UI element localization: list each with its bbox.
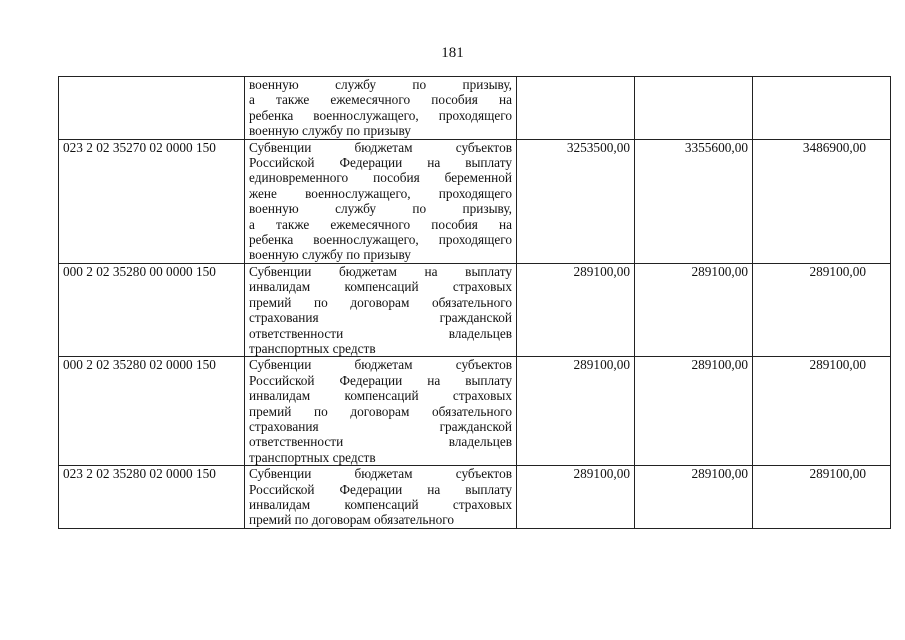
page-number: 181: [441, 45, 464, 61]
amount-cell-year-3: 289100,00: [753, 357, 891, 466]
table-row: [59, 263, 891, 356]
budget-code-cell: 000 2 02 35280 02 0000 150: [59, 357, 245, 466]
description-line: единовременного пособия беременной: [249, 170, 512, 186]
description-cell: [245, 357, 517, 466]
budget-code-cell: [59, 77, 245, 140]
amount-cell-year-2: 3355600,00: [635, 139, 753, 263]
description-line: Субвенции бюджетам субъектов: [249, 357, 512, 373]
budget-code-cell: 023 2 02 35280 02 0000 150: [59, 466, 245, 529]
amount-cell-year-1: 3253500,00: [517, 139, 635, 263]
description-line: а также ежемесячного пособия на: [249, 216, 512, 232]
amount-cell-year-1: 289100,00: [517, 466, 635, 529]
description-line: транспортных средств: [249, 340, 376, 356]
table-row: [59, 77, 891, 140]
description-line: Российской Федерации на выплату: [249, 155, 512, 171]
amount-cell-year-3: 3486900,00: [753, 139, 891, 263]
description-line: Субвенции бюджетам субъектов: [249, 466, 512, 482]
description-cell: [245, 466, 517, 529]
description-cell: [245, 77, 517, 140]
description-cell: [245, 263, 517, 356]
description-line: а также ежемесячного пособия на: [249, 92, 512, 108]
description-line: ребенка военнослужащего, проходящего: [249, 107, 512, 123]
description-line: Субвенции бюджетам на выплату: [249, 263, 512, 279]
description-cell: [245, 139, 517, 263]
budget-code-cell: 023 2 02 35270 02 0000 150: [59, 139, 245, 263]
description-line: инвалидам компенсаций страховых: [249, 279, 512, 295]
table-row: [59, 139, 891, 263]
amount-cell-year-2: 289100,00: [635, 263, 753, 356]
amount-cell-year-2: 289100,00: [635, 466, 753, 529]
description-line: ребенка военнослужащего, проходящего: [249, 232, 512, 248]
description-line: инвалидам компенсаций страховых: [249, 388, 512, 404]
description-line: Российской Федерации на выплату: [249, 481, 512, 497]
description-line: премий по договорам обязательного: [249, 294, 512, 310]
description-line: премий по договорам обязательного: [249, 512, 454, 528]
description-line: ответственности владельцев: [249, 434, 512, 450]
description-line: военную службу по призыву,: [249, 77, 512, 92]
description-line: Субвенции бюджетам субъектов: [249, 139, 512, 155]
description-line: страхования гражданской: [249, 310, 512, 326]
description-line: военную службу по призыву,: [249, 201, 512, 217]
table-body: [59, 77, 891, 529]
description-line: страхования гражданской: [249, 418, 512, 434]
description-line: военную службу по призыву: [249, 123, 411, 139]
budget-table: [58, 76, 891, 529]
table-row: [59, 357, 891, 466]
description-line: ответственности владельцев: [249, 325, 512, 341]
amount-cell-year-2: 289100,00: [635, 357, 753, 466]
amount-cell-year-1: [517, 77, 635, 140]
description-line: инвалидам компенсаций страховых: [249, 496, 512, 512]
description-line: жене военнослужащего, проходящего: [249, 185, 512, 201]
amount-cell-year-3: 289100,00: [753, 466, 891, 529]
table-row: [59, 466, 891, 529]
description-line: военную службу по призыву: [249, 247, 411, 263]
description-line: Российской Федерации на выплату: [249, 372, 512, 388]
amount-cell-year-1: 289100,00: [517, 263, 635, 356]
description-line: транспортных средств: [249, 449, 376, 465]
amount-cell-year-2: [635, 77, 753, 140]
amount-cell-year-3: 289100,00: [753, 263, 891, 356]
amount-cell-year-3: [753, 77, 891, 140]
description-line: премий по договорам обязательного: [249, 403, 512, 419]
budget-code-cell: 000 2 02 35280 00 0000 150: [59, 263, 245, 356]
amount-cell-year-1: 289100,00: [517, 357, 635, 466]
